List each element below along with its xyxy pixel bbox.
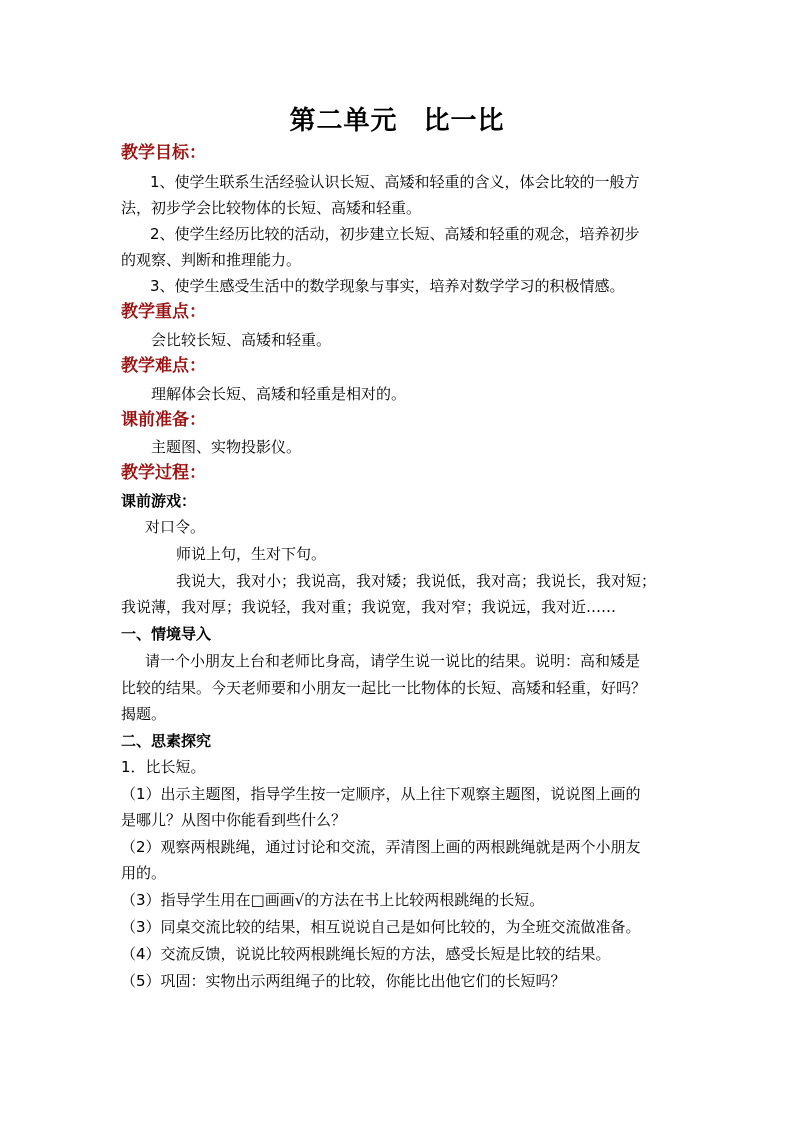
section-heading-introduction: 一、情境导入 [121,625,212,643]
subheading-warmup-game: 课前游戏： [121,492,197,510]
paragraph-line: 比较的结果。今天老师要和小朋友一起比一比物体的长短、高矮和轻重，好吗？ [121,679,647,697]
paragraph-line: 3、使学生感受生活中的数学现象与事实，培养对数学学习的积极情感。 [150,277,625,295]
paragraph-line: 我说薄，我对厚；我说轻，我对重；我说宽，我对窄；我说远，我对近…… [121,598,617,616]
paragraph-line: 2、使学生经历比较的活动，初步建立长短、高矮和轻重的观念，培养初步 [150,225,640,243]
heading-teaching-process: 教学过程： [121,463,206,483]
heading-difficulties: 教学难点： [121,356,206,376]
paragraph-line: 请一个小朋友上台和老师比身高，请学生说一说比的结果。说明：高和矮是 [145,652,641,670]
paragraph-line: 的观察、判断和推理能力。 [121,251,302,269]
paragraph-line: 1、使学生联系生活经验认识长短、高矮和轻重的含义，体会比较的一般方 [150,173,640,191]
paragraph-line: 是哪儿？从图中你能看到些什么？ [121,811,347,829]
title-topic: 比一比 [423,106,505,136]
paragraph-line: （3）指导学生用在□画画√的方法在书上比较两根跳绳的长短。 [121,891,545,909]
paragraph-line: 1．比长短。 [121,758,206,776]
heading-preparation: 课前准备： [121,410,206,430]
paragraph-line: 用的。 [121,864,167,882]
paragraph-line: （1）出示主题图，指导学生按一定顺序，从上往下观察主题图，说说图上画的 [121,785,641,803]
page-title [0,100,794,137]
paragraph-line: 对口令。 [145,518,206,536]
paragraph-line: 会比较长短、高矮和轻重。 [151,331,332,349]
paragraph-line: 法，初步学会比较物体的长短、高矮和轻重。 [121,199,422,217]
title-unit: 第二单元 [289,106,398,136]
paragraph-line: （5）巩固：实物出示两组绳子的比较，你能比出他它们的长短吗？ [121,972,566,990]
heading-teaching-goals: 教学目标： [121,143,206,163]
paragraph-line: （3）同桌交流比较的结果，相互说说自己是如何比较的，为全班交流做准备。 [121,918,641,936]
paragraph-line: 我说大，我对小；我说高，我对矮；我说低，我对高；我说长，我对短； [176,572,657,590]
paragraph-line: 揭题。 [121,705,167,723]
paragraph-line: （2）观察两根跳绳，通过讨论和交流，弄清图上画的两根跳绳就是两个小朋友 [121,838,641,856]
paragraph-line: 理解体会长短、高矮和轻重是相对的。 [151,385,407,403]
section-heading-exploration: 二、思素探究 [121,732,212,750]
paragraph-line: （4）交流反馈，说说比较两根跳绳长短的方法，感受长短是比较的结果。 [121,945,611,963]
heading-key-points: 教学重点： [121,302,206,322]
paragraph-line: 师说上句，生对下句。 [176,545,327,563]
paragraph-line: 主题图、实物投影仪。 [151,438,302,456]
